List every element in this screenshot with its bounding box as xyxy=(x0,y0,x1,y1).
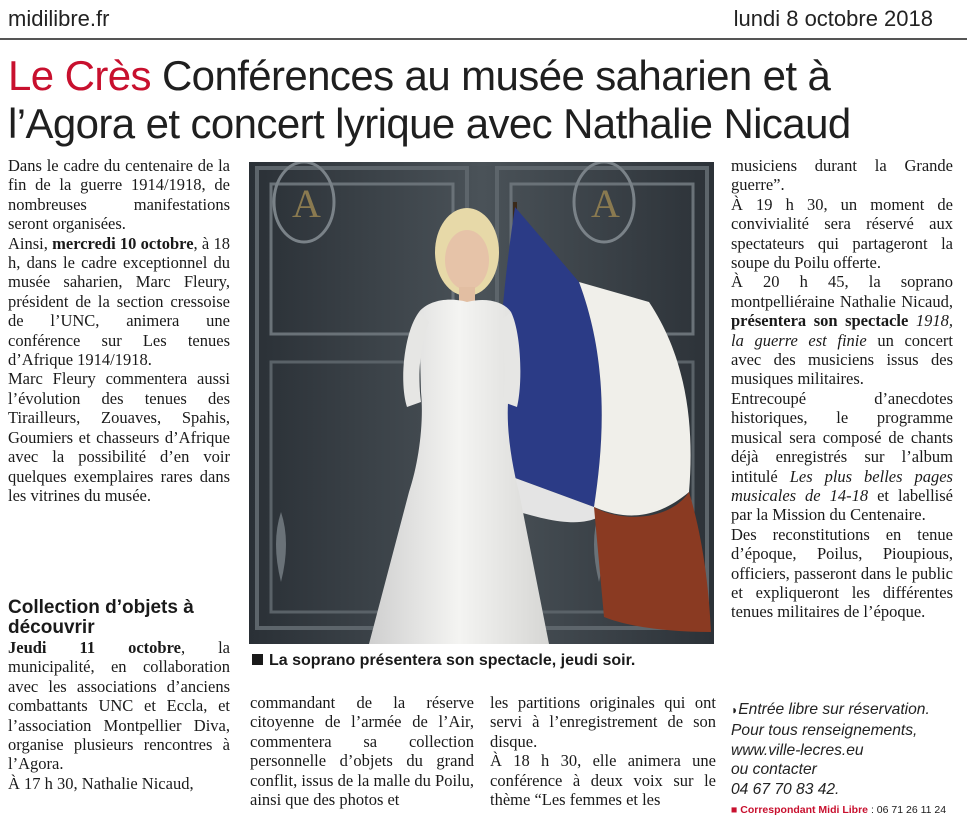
article-column-1 xyxy=(8,156,230,505)
paragraph: Marc Fleury commentera aussi l’évolution des tenues des Tirailleurs, Zouaves, Spahis, Goumiers et chasseurs d’Afrique avec la possibilité d’en voir quelques exemplaires rares dans les vitrines du musée. xyxy=(8,369,230,505)
correspondent-credit: ■ Correspondant Midi Libre : 06 71 26 11 24 xyxy=(731,804,947,816)
bullet-triangle-icon: ◗ xyxy=(731,703,739,717)
article-column-4 xyxy=(731,156,953,622)
paragraph: À 19 h 30, un moment de convivialité sera réservé aux spectateurs qui partageront la soupe du Poilu offerte. xyxy=(731,194,953,273)
credit-square-icon: ■ xyxy=(731,804,741,816)
paragraph: les partitions originales qui ont servi à l’enregistrement de son disque. xyxy=(490,693,716,751)
svg-text:A: A xyxy=(591,181,620,226)
headline-kicker: Le Crès xyxy=(8,52,151,99)
paragraph: Ainsi, mercredi 10 octobre, à 18 h, dans le cadre exceptionnel du musée saharien, Marc Fleury, président de la section cressoise de l’UNC, animera une conférence sur Les tenues d’Afrique 1914/1918. xyxy=(8,233,230,370)
paragraph: À 18 h 30, elle animera une conférence à deux voix sur le thème “Les femmes et les xyxy=(490,751,716,810)
paragraph: Entrecoupé d’anecdotes historiques, le programme musical sera composé de chants déjà enregistrés sur l’album intitulé Les plus belles pages musicales de 14-18 et labellisé par la Mission du Centenaire. xyxy=(731,388,953,525)
header-rule xyxy=(0,38,967,40)
practical-info-box xyxy=(731,700,953,800)
info-phone: 04 67 70 83 42. xyxy=(731,781,840,799)
headline-line2: l’Agora et concert lyrique avec Nathalie Nicaud xyxy=(8,100,851,147)
paragraph: commandant de la réserve citoyenne de l’armée de l’Air, commentera sa collection personnelle d’objets du grand conflit, issus de la malle du Poilu, ainsi que des photos et xyxy=(250,693,474,810)
soprano-with-flag-photo xyxy=(249,162,714,644)
paragraph: À 17 h 30, Nathalie Nicaud, xyxy=(8,773,194,793)
article-photo xyxy=(249,162,714,644)
paragraph: Des reconstitutions en tenue d’époque, Poilus, Pioupious, officiers, passeront dans le public et expliqueront les différentes tenues militaires de l’époque. xyxy=(731,524,953,622)
headline-line1: Conférences au musée saharien et à xyxy=(161,52,831,99)
site-name: midilibre.fr xyxy=(8,6,110,31)
paragraph: À 20 h 45, la soprano montpelliéraine Nathalie Nicaud, présentera son spectacle 1918, la guerre est finie un concert avec des musiciens issus des musiques militaires. xyxy=(731,272,953,389)
article-column-2-lower xyxy=(250,693,474,809)
headline xyxy=(8,52,958,148)
info-website: www.ville-lecres.eu xyxy=(731,741,864,759)
info-line: ◗Entrée libre sur réservation. xyxy=(731,701,930,718)
caption-square-icon xyxy=(252,654,263,665)
publication-date: lundi 8 octobre 2018 xyxy=(733,6,933,31)
paragraph: Jeudi 11 octobre, la municipalité, en collaboration avec les associations d’anciens combattants UNC et Eccla, et l’association Montpellier Diva, organise plusieurs rencontres à l’Agora. xyxy=(8,638,230,774)
paragraph: musiciens durant la Grande guerre”. xyxy=(731,156,953,195)
section-subhead: Collection d’objets à découvrir xyxy=(8,597,194,638)
info-line: Pour tous renseignements, xyxy=(731,721,918,739)
info-line: ou contacter xyxy=(731,761,817,779)
paragraph: Dans le cadre du centenaire de la fin de la guerre 1914/1918, de nombreuses manifestations seront organisées. xyxy=(8,156,230,234)
article-column-1-lower xyxy=(8,638,230,793)
svg-text:A: A xyxy=(292,181,321,226)
photo-caption: La soprano présentera son spectacle, jeudi soir. xyxy=(252,652,722,670)
article-column-3-lower xyxy=(490,693,716,809)
